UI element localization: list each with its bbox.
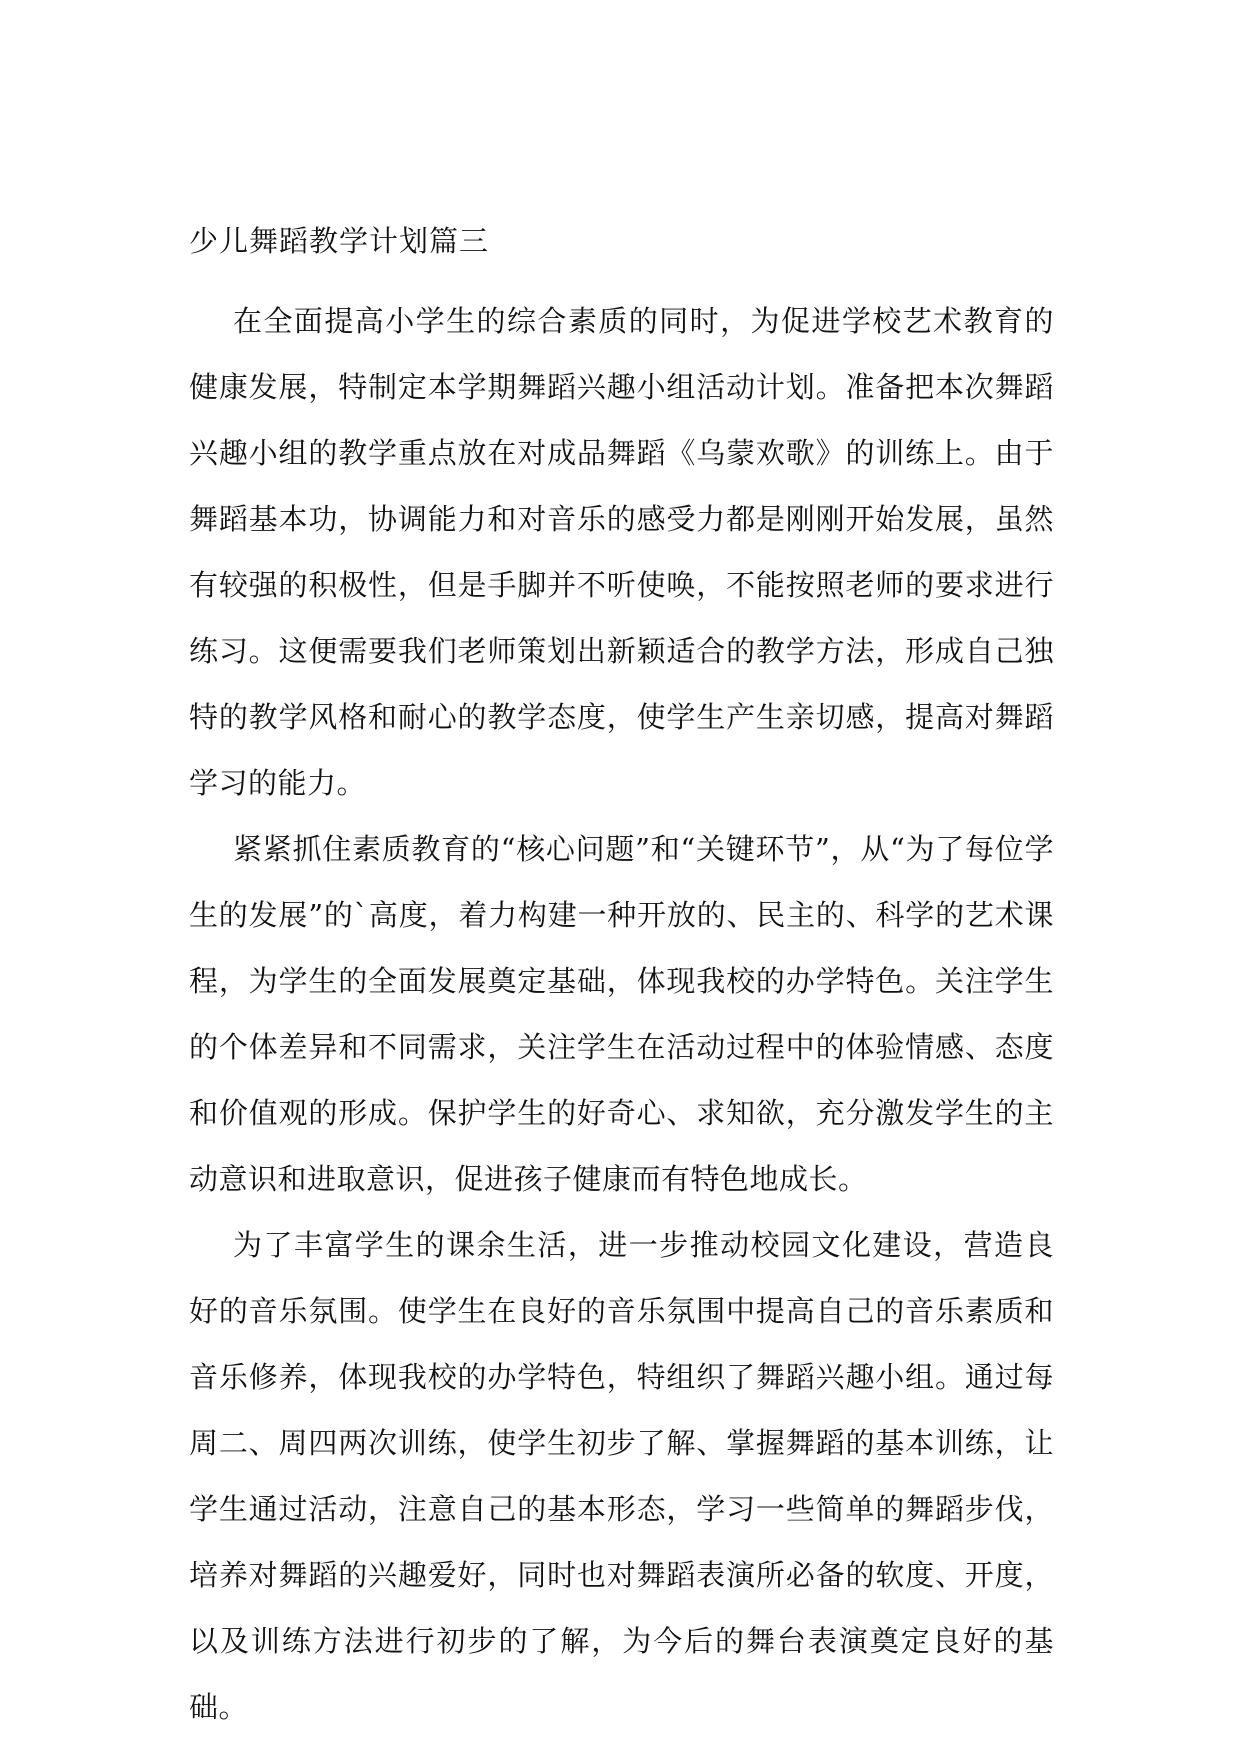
paragraph-3: 为了丰富学生的课余生活，进一步推动校园文化建设，营造良好的音乐氛围。使学生在良好的音乐氛围中提高自己的音乐素质和音乐修养，体现我校的办学特色，特组织了舞蹈兴趣小组。通过每周二、周四两次训练，使学生初步了解、掌握舞蹈的基本训练，让学生通过活动，注意自己的基本形态，学习一些简单的舞蹈步伐，培养对舞蹈的兴趣爱好，同时也对舞蹈表演所必备的软度、开度，以及训练方法进行初步的了解，为今后的舞台表演奠定良好的基础。 xyxy=(189,1228,1054,1724)
paragraph-1: 在全面提高小学生的综合素质的同时，为促进学校艺术教育的健康发展，特制定本学期舞蹈兴趣小组活动计划。准备把本次舞蹈兴趣小组的教学重点放在对成品舞蹈《乌蒙欢歌》的训练上。由于舞蹈基本功，协调能力和对音乐的感受力都是刚刚开始发展，虽然有较强的积极性，但是手脚并不听使唤，不能按照老师的要求进行练习。这便需要我们老师策划出新颖适合的教学方法，形成自己独特的教学风格和耐心的教学态度，使学生产生亲切感，提高对舞蹈学习的能力。 xyxy=(189,304,1054,800)
paragraph-2: 紧紧抓住素质教育的“核心问题”和“关键环节”，从“为了每位学生的发展”的`高度，着力构建一种开放的、民主的、科学的艺术课程，为学生的全面发展奠定基础，体现我校的办学特色。关注学生的个体差异和不同需求，关注学生在活动过程中的体验情感、态度和价值观的形成。保护学生的好奇心、求知欲，充分激发学生的主动意识和进取意识，促进孩子健康而有特色地成长。 xyxy=(189,832,1054,1196)
document-body xyxy=(189,224,1054,1740)
document-title: 少儿舞蹈教学计划篇三 xyxy=(189,224,490,258)
